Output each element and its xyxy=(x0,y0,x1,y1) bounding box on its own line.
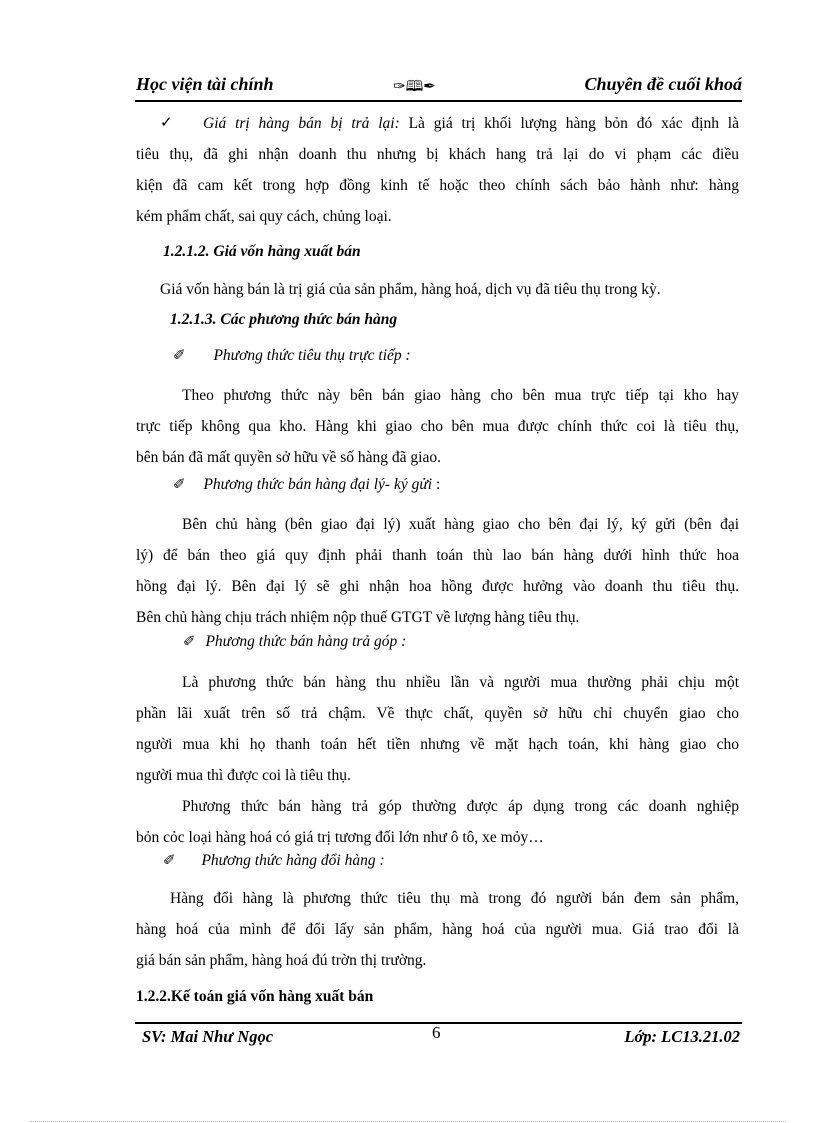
footer-student: SV: Mai Như Ngọc xyxy=(142,1027,274,1046)
agency-sale-line-2: lý) để bán theo giá quy định phải thanh toán thù lao bán hàng dưới hình thức hoa xyxy=(136,547,739,564)
returned-goods-line-1 xyxy=(136,108,739,139)
installment-line-2: phần lãi xuất trên số trả chậm. Về thực chất, quyền sở hữu chỉ chuyển giao cho xyxy=(136,705,739,722)
method-4-heading xyxy=(163,851,385,870)
method-1-title: Phương thức tiêu thụ trực tiếp : xyxy=(213,347,411,364)
installment-line-4: người mua thì được coi là tiêu thụ. xyxy=(136,767,351,784)
pen-icon: ✐ xyxy=(173,477,186,493)
barter-line-1: Hàng đổi hàng là phương thức tiêu thụ mà trong đó người bán đem sản phẩm, xyxy=(170,890,739,907)
paragraph-barter xyxy=(136,883,739,976)
method-1-heading xyxy=(173,346,411,365)
method-2-heading xyxy=(173,475,440,494)
direct-sale-line-1: Theo phương thức này bên bán giao hàng cho bên mua trực tiếp tại kho hay xyxy=(182,387,739,404)
page-number: 6 xyxy=(432,1023,441,1042)
returned-goods-line-4: kém phẩm chất, sai quy cách, chủng loại. xyxy=(136,208,392,225)
method-2-title-suffix: : xyxy=(432,476,441,493)
method-3-title: Phương thức bán hàng trả góp : xyxy=(205,633,407,650)
direct-sale-line-3: bên bán đã mất quyền sở hữu về số hàng đã giao. xyxy=(136,449,441,466)
paragraph-installment xyxy=(136,667,739,853)
direct-sale-line-2: trực tiếp không qua kho. Hàng khi giao cho bên mua được chính thức coi là tiêu thụ, xyxy=(136,418,739,435)
pen-icon: ✐ xyxy=(173,348,186,364)
agency-sale-line-4: Bên chủ hàng chịu trách nhiệm nộp thuế GTGT về lượng hàng tiêu thụ. xyxy=(136,609,580,626)
heading-1-2-1-2: 1.2.1.2. Giá vốn hàng xuất bán xyxy=(163,243,361,260)
barter-line-2: hàng hoá của mình để đổi lấy sản phẩm, hàng hoá của người mua. Giá trao đổi là xyxy=(136,921,739,938)
pen-icon: ✐ xyxy=(163,853,176,869)
page-edge-dotted-line xyxy=(30,1121,786,1122)
method-4-title: Phương thức hàng đổi hàng : xyxy=(201,852,385,869)
returned-goods-text-1: Là giá trị khối lượng hàng bỏn đó xác định là xyxy=(399,115,739,132)
returned-goods-line-3: kiện đã cam kết trong hợp đồng kinh tế hoặc theo chính sách bảo hành như: hàng xyxy=(136,177,739,194)
method-3-heading xyxy=(183,632,406,651)
installment-line-6: bỏn cỏc loại hàng hoá có giá trị tương đối lớn như ô tô, xe mỏy… xyxy=(136,829,544,846)
paragraph-returned-goods xyxy=(136,108,739,232)
paragraph-cost-of-goods: Giá vốn hàng bán là trị giá của sản phẩm, hàng hoá, dịch vụ đã tiêu thụ trong kỳ. xyxy=(160,281,661,298)
header-title: Chuyên đề cuối khoá xyxy=(584,74,742,94)
method-2-title: Phương thức bán hàng đại lý- ký gửi xyxy=(203,476,433,493)
installment-line-3: người mua khi họ thanh toán hết tiền nhưng về mặt hạch toán, khi hàng giao cho xyxy=(136,736,739,753)
pen-icon: ✐ xyxy=(183,634,196,650)
heading-1-2-2: 1.2.2.Kế toán giá vốn hàng xuất bán xyxy=(136,988,374,1005)
heading-1-2-1-3: 1.2.1.3. Các phương thức bán hàng xyxy=(170,311,398,328)
installment-line-1: Là phương thức bán hàng thu nhiều lần và người mua thường phải chịu một xyxy=(182,674,739,691)
installment-line-5: Phương thức bán hàng trả góp thường được áp dụng trong các doanh nghiệp xyxy=(182,798,739,815)
returned-goods-term: Giá trị hàng bán bị trả lại: xyxy=(203,115,400,132)
paragraph-direct-sale xyxy=(136,380,739,473)
returned-goods-line-2: tiêu thụ, đã ghi nhận doanh thu nhưng bị khách hang trả lại do vi phạm các điều xyxy=(136,146,739,163)
checkmark-icon: ✓ xyxy=(160,113,173,131)
paragraph-agency-sale xyxy=(136,509,739,633)
agency-sale-line-1: Bên chủ hàng (bên giao đại lý) xuất hàng giao cho bên đại lý, ký gửi (bên đại xyxy=(182,516,739,533)
agency-sale-line-3: hồng đại lý. Bên đại lý sẽ ghi nhận hoa hồng được hưởng vào doanh thu tiêu thụ. xyxy=(136,578,739,595)
barter-line-3: giá bán sản phẩm, hàng hoá đú trờn thị trường. xyxy=(136,952,427,969)
header-ornament: ✑🕮✒ xyxy=(393,77,436,95)
header-institution: Học viện tài chính xyxy=(136,74,274,94)
footer-class: Lớp: LC13.21.02 xyxy=(624,1027,740,1046)
header-rule xyxy=(135,100,742,102)
